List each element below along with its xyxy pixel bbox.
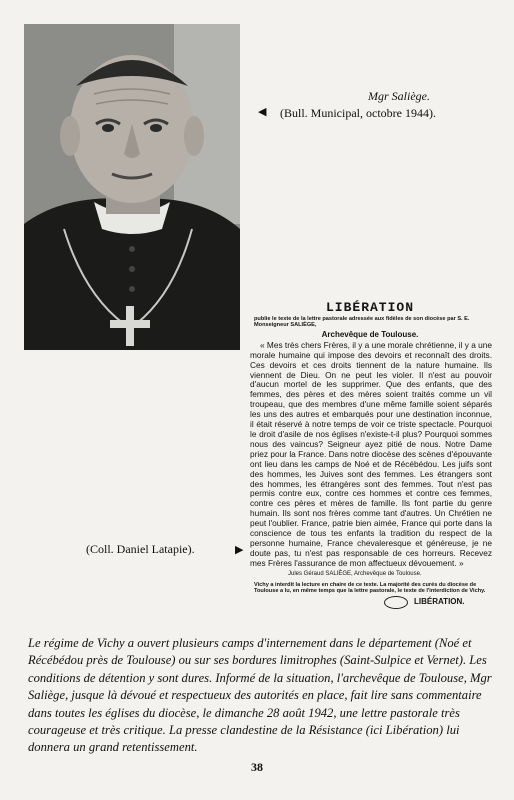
portrait-illustration: [24, 24, 240, 350]
clipping-brand: LIBÉRATION.: [414, 597, 465, 607]
photo-caption-top: [258, 88, 498, 122]
clipping-footer: Vichy a interdit la lecture en chaire de ce texte. La majorité des curés du diocèse de Toulouse a lu, en même temps que la lettre pastorale, le texte de l'interdiction de Vichy.: [254, 581, 486, 595]
clipping-title: LIBÉRATION: [325, 300, 414, 315]
clipping-signature: Jules Géraud SALIÈGE, Archevêque de Toulouse.: [288, 570, 422, 577]
arrow-right-icon: ▶: [235, 544, 244, 556]
caption-source: (Bull. Municipal, octobre 1944).: [280, 106, 436, 120]
clipping-body: « Mes très chers Frères, il y a une morale chrétienne, il y a une morale humaine qui impose des devoirs et reconnaît des droits. Ces devoirs et ces droits tiennent de la nature humaine. Ils viennent de Dieu. On ne peut les violer. Il n'est au pouvoir d'aucun mortel de les supprimer. Que des enfants, que des femmes, des pères et des mères soient traités comme un vil troupeau, que des membres d'une même famille soient séparés les uns des autres et embarqués pour une destination inconnue, il était réservé à notre temps de voir ce triste spectacle. Pourquoi le droit d'asile de nos églises n'existe-t-il plus? Pourquoi sommes nous des vaincus? Seigneur ayez pitié de nous. Notre Dame priez pour la France. Dans notre diocèse des scènes d'épouvante ont lieu dans les camps de Noé et de Récébédou. Les juifs sont des hommes, les Juives sont des femmes. Les étrangers sont des hommes, les étrangères sont des femmes. Tout n'est pas permis contre eux, contre ces hommes et contre ces femmes, contre ces pères et mères de famille. Ils font partie du genre humain. Ils sont nos frères comme tant d'autres. Un Chrétien ne peut l'oublier. France, patrie bien aimée, France qui porte dans la conscience de tous tes enfants la tradition du respect de la personne humaine, France chevaleresque et généreuse, je ne doute pas, tu n'est pas responsable de ces horreurs. Recevez mes Frères l'assurance de mon affectueux dévouement. »: [250, 339, 492, 568]
caption-name: Mgr Saliège.: [368, 89, 430, 103]
clipping-caption: (Coll. Daniel Latapie).: [86, 542, 195, 556]
clipping-intro: publie le texte de la lettre pastorale adressée aux fidèles de son diocèse par S. E. Monseigneur SALIÈGE,: [254, 316, 470, 329]
arrow-left-icon: ◀: [258, 106, 267, 118]
clipping-logo-row: [248, 596, 492, 610]
stamp-icon: [384, 596, 408, 609]
newspaper-clipping: [248, 300, 492, 612]
main-paragraph: Le régime de Vichy a ouvert plusieurs camps d'internement dans le département (Noé et Récébédou près de Toulouse) ou sur ses bordures limitrophes (Saint-Sulpice et Vernet). Les conditions de détention y sont dures. Informé de la situation, l'archevêque de Toulouse, Mgr Saliège, jusque là dévoué et respectueux des autorités en place, fait lire sans commentaire dans toutes les églises du diocèse, le dimanche 28 août 1942, une lettre pastorale très courageuse et très critique. La presse clandestine de la Résistance (ici Libération) lui donnera un grand retentissement.: [28, 636, 492, 755]
clipping-subtitle: Archevêque de Toulouse.: [321, 329, 419, 339]
page-number: 38: [251, 760, 263, 774]
portrait-photo: [24, 24, 240, 350]
